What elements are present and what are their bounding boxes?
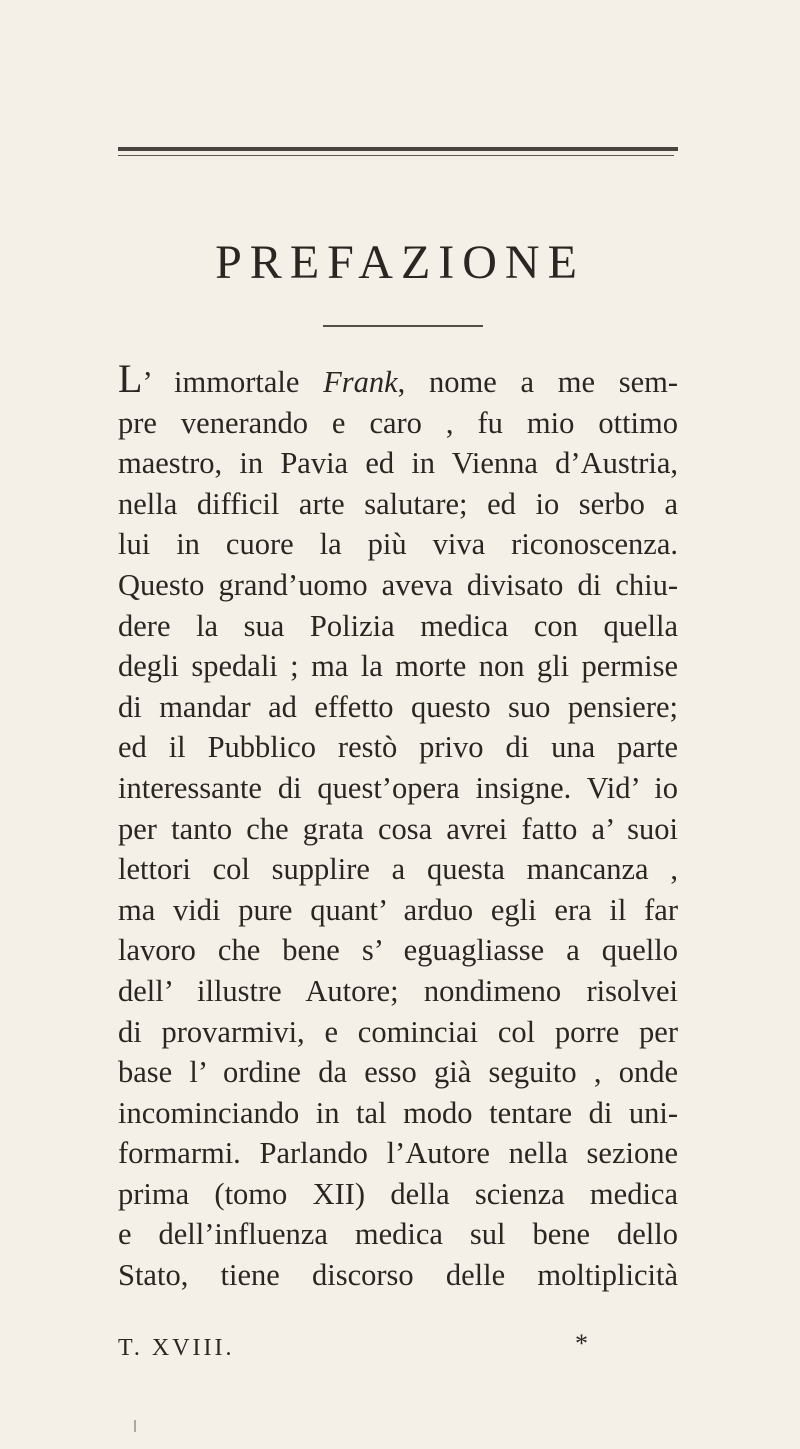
text-line: lavoro che bene s’ eguagliasse a quello	[118, 933, 678, 968]
text-line: lui in cuore la più viva riconoscenza.	[118, 527, 678, 562]
text-line: di provarmivi, e cominciai col porre per	[118, 1014, 678, 1049]
page-heading: PREFAZIONE	[215, 236, 585, 289]
top-thin-rule	[118, 155, 674, 156]
text-line: di mandar ad effetto questo suo pensiere;	[118, 689, 678, 724]
text-line: nella difficil arte salutare; ed io serbo a	[118, 486, 678, 521]
text-line: e dell’influenza medica sul bene dello	[118, 1217, 678, 1252]
text-line: prima (tomo XII) della scienza medica	[118, 1176, 678, 1211]
text-line: degli spedali ; ma la morte non gli permise	[118, 649, 678, 684]
signature-mark: T. XVIII.	[118, 1335, 235, 1361]
text-line: ed il Pubblico restò privo di una parte	[118, 730, 678, 765]
heading-divider	[323, 325, 483, 327]
print-blemish	[134, 1420, 136, 1432]
text-line: Questo grand’uomo aveva divisato di chiu-	[118, 567, 678, 602]
top-thick-rule	[118, 147, 678, 151]
text-line: Stato, tiene discorso delle moltiplicità	[118, 1258, 678, 1293]
author-name-italic: Frank	[323, 365, 398, 399]
text-line: pre venerando e caro , fu mio ottimo	[118, 405, 678, 440]
text-line: ma vidi pure quant’ arduo egli era il far	[118, 892, 678, 927]
line1-text-after: , nome a me sem-	[397, 365, 678, 399]
text-line: incominciando in tal modo tentare di uni-	[118, 1095, 678, 1130]
drop-cap: L	[118, 356, 143, 401]
text-line: lettori col supplire a questa mancanza ,	[118, 852, 678, 887]
text-line: dell’ illustre Autore; nondimeno risolvei	[118, 973, 678, 1008]
text-line: dere la sua Polizia medica con quella	[118, 608, 678, 643]
line1-text-before: ’ immortale	[142, 365, 324, 399]
text-line-1	[118, 356, 678, 403]
text-line: formarmi. Parlando l’Autore nella sezione	[118, 1136, 678, 1171]
body-paragraph	[118, 356, 678, 1296]
text-line: maestro, in Pavia ed in Vienna d’Austria,	[118, 446, 678, 481]
text-line: base l’ ordine da esso già seguito , onde	[118, 1055, 678, 1090]
text-line: interessante di quest’opera insigne. Vid’ io	[118, 770, 678, 805]
asterisk-mark: *	[575, 1329, 591, 1358]
text-line: per tanto che grata cosa avrei fatto a’ suoi	[118, 811, 678, 846]
page-footer	[118, 1329, 678, 1375]
